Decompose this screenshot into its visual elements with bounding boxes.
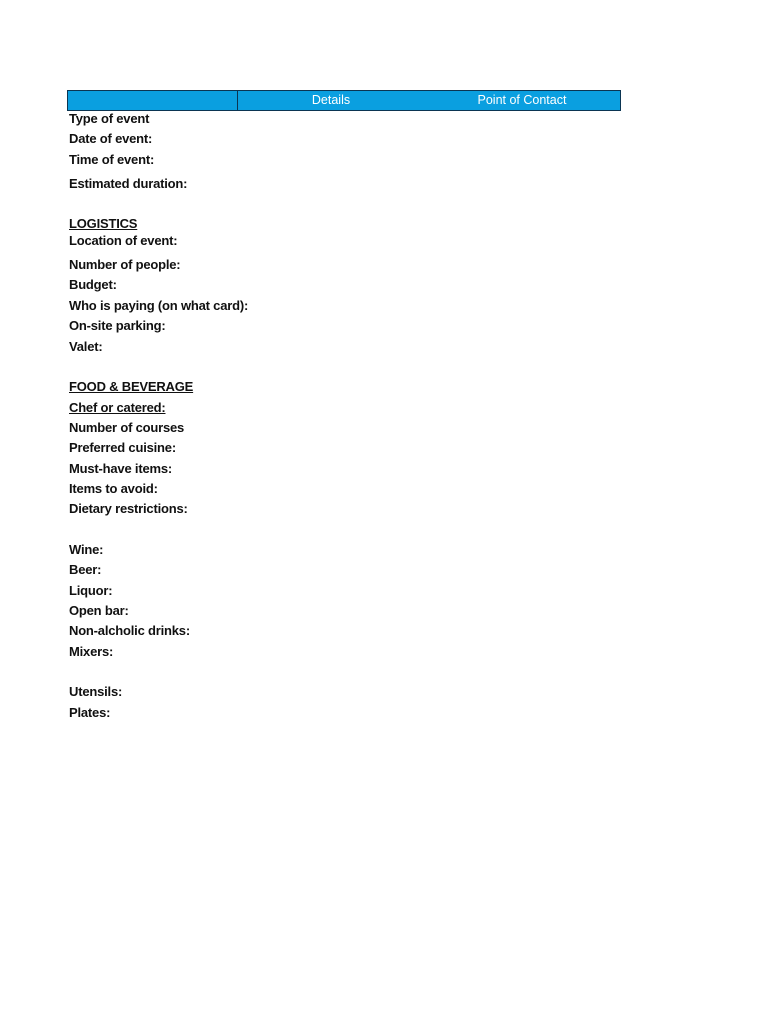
row-preferred-cuisine: Preferred cuisine: [69, 440, 176, 455]
row-must-have-items: Must-have items: [69, 461, 172, 476]
row-chef-or-catered: Chef or catered: [69, 400, 166, 415]
row-location-of-event: Location of event: [69, 233, 178, 248]
row-wine: Wine: [69, 542, 104, 557]
section-heading-logistics: LOGISTICS [69, 216, 138, 231]
header-cell-details: Details [311, 93, 351, 107]
row-mixers: Mixers: [69, 644, 114, 659]
row-non-alcoholic-drinks: Non-alcholic drinks: [69, 623, 190, 638]
row-who-is-paying: Who is paying (on what card): [69, 298, 249, 313]
row-open-bar: Open bar: [69, 603, 129, 618]
header-cell-label [68, 91, 238, 110]
row-valet: Valet: [69, 339, 103, 354]
row-utensils: Utensils: [69, 684, 123, 699]
header-cell-point-of-contact: Point of Contact [477, 93, 567, 107]
row-dietary-restrictions: Dietary restrictions: [69, 501, 188, 516]
row-number-of-people: Number of people: [69, 257, 181, 272]
row-plates: Plates: [69, 705, 111, 720]
row-liquor: Liquor: [69, 583, 113, 598]
row-time-of-event: Time of event: [69, 152, 155, 167]
row-budget: Budget: [69, 277, 117, 292]
row-number-of-courses: Number of courses [69, 420, 185, 435]
row-items-to-avoid: Items to avoid: [69, 481, 158, 496]
row-beer: Beer: [69, 562, 102, 577]
row-on-site-parking: On-site parking: [69, 318, 166, 333]
row-estimated-duration: Estimated duration: [69, 176, 188, 191]
table-header [67, 90, 621, 111]
row-date-of-event: Date of event: [69, 131, 153, 146]
row-type-of-event: Type of event [69, 111, 150, 126]
section-heading-food-beverage: FOOD & BEVERAGE [69, 379, 194, 394]
